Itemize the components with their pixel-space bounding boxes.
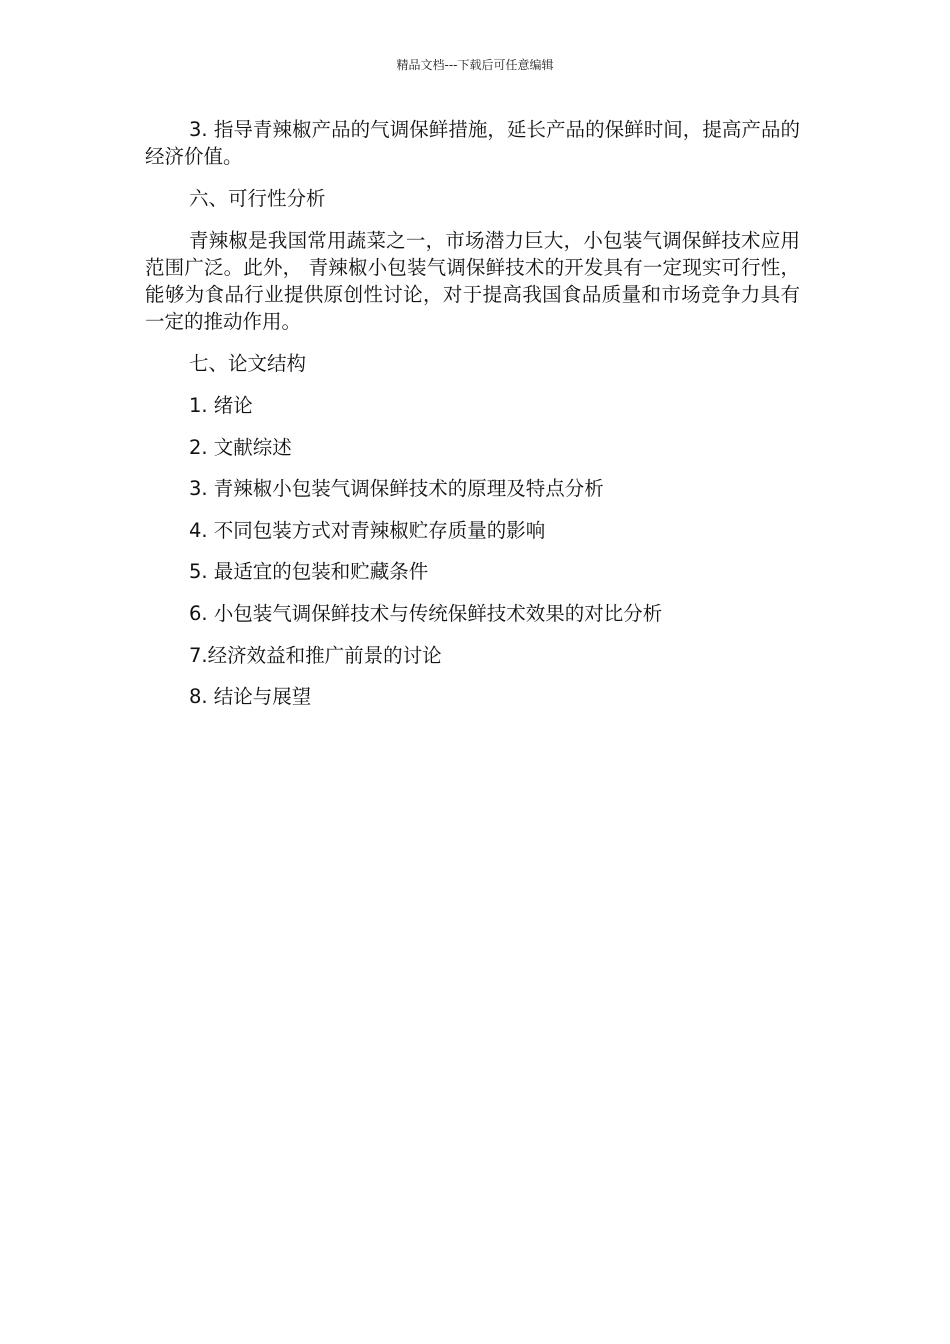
section-heading-thesis-structure: 七、论文结构 [189,352,307,375]
thesis-structure-list [145,392,800,710]
feasibility-paragraph: 青辣椒是我国常用蔬菜之一，市场潜力巨大，小包装气调保鲜技术应用范围广泛。此外， 青辣椒小包装气调保鲜技术的开发具有一定现实可行性，能够为食品行业提供原创性讨论，对于提高我国食品质量和市场竞争力具有一定的推动作用。 [145,229,800,333]
list-item: 7.经济效益和推广前景的讨论 [189,643,442,667]
list-item: 1. 绪论 [189,394,253,417]
objective-item-3: 3. 指导青辣椒产品的气调保鲜措施，延长产品的保鲜时间，提高产品的经济价值。 [145,118,800,168]
list-item: 8. 结论与展望 [189,685,312,709]
list-item: 4. 不同包装方式对青辣椒贮存质量的影响 [189,518,546,542]
list-item: 6. 小包装气调保鲜技术与传统保鲜技术效果的对比分析 [189,601,663,625]
page-header: 精品文档---下载后可任意编辑 [396,58,554,72]
list-item: 2. 文献综述 [189,435,292,459]
document-body [145,116,800,725]
list-item: 3. 青辣椒小包装气调保鲜技术的原理及特点分析 [189,477,604,501]
list-item: 5. 最适宜的包装和贮藏条件 [189,560,429,584]
section-heading-feasibility: 六、可行性分析 [189,187,326,210]
